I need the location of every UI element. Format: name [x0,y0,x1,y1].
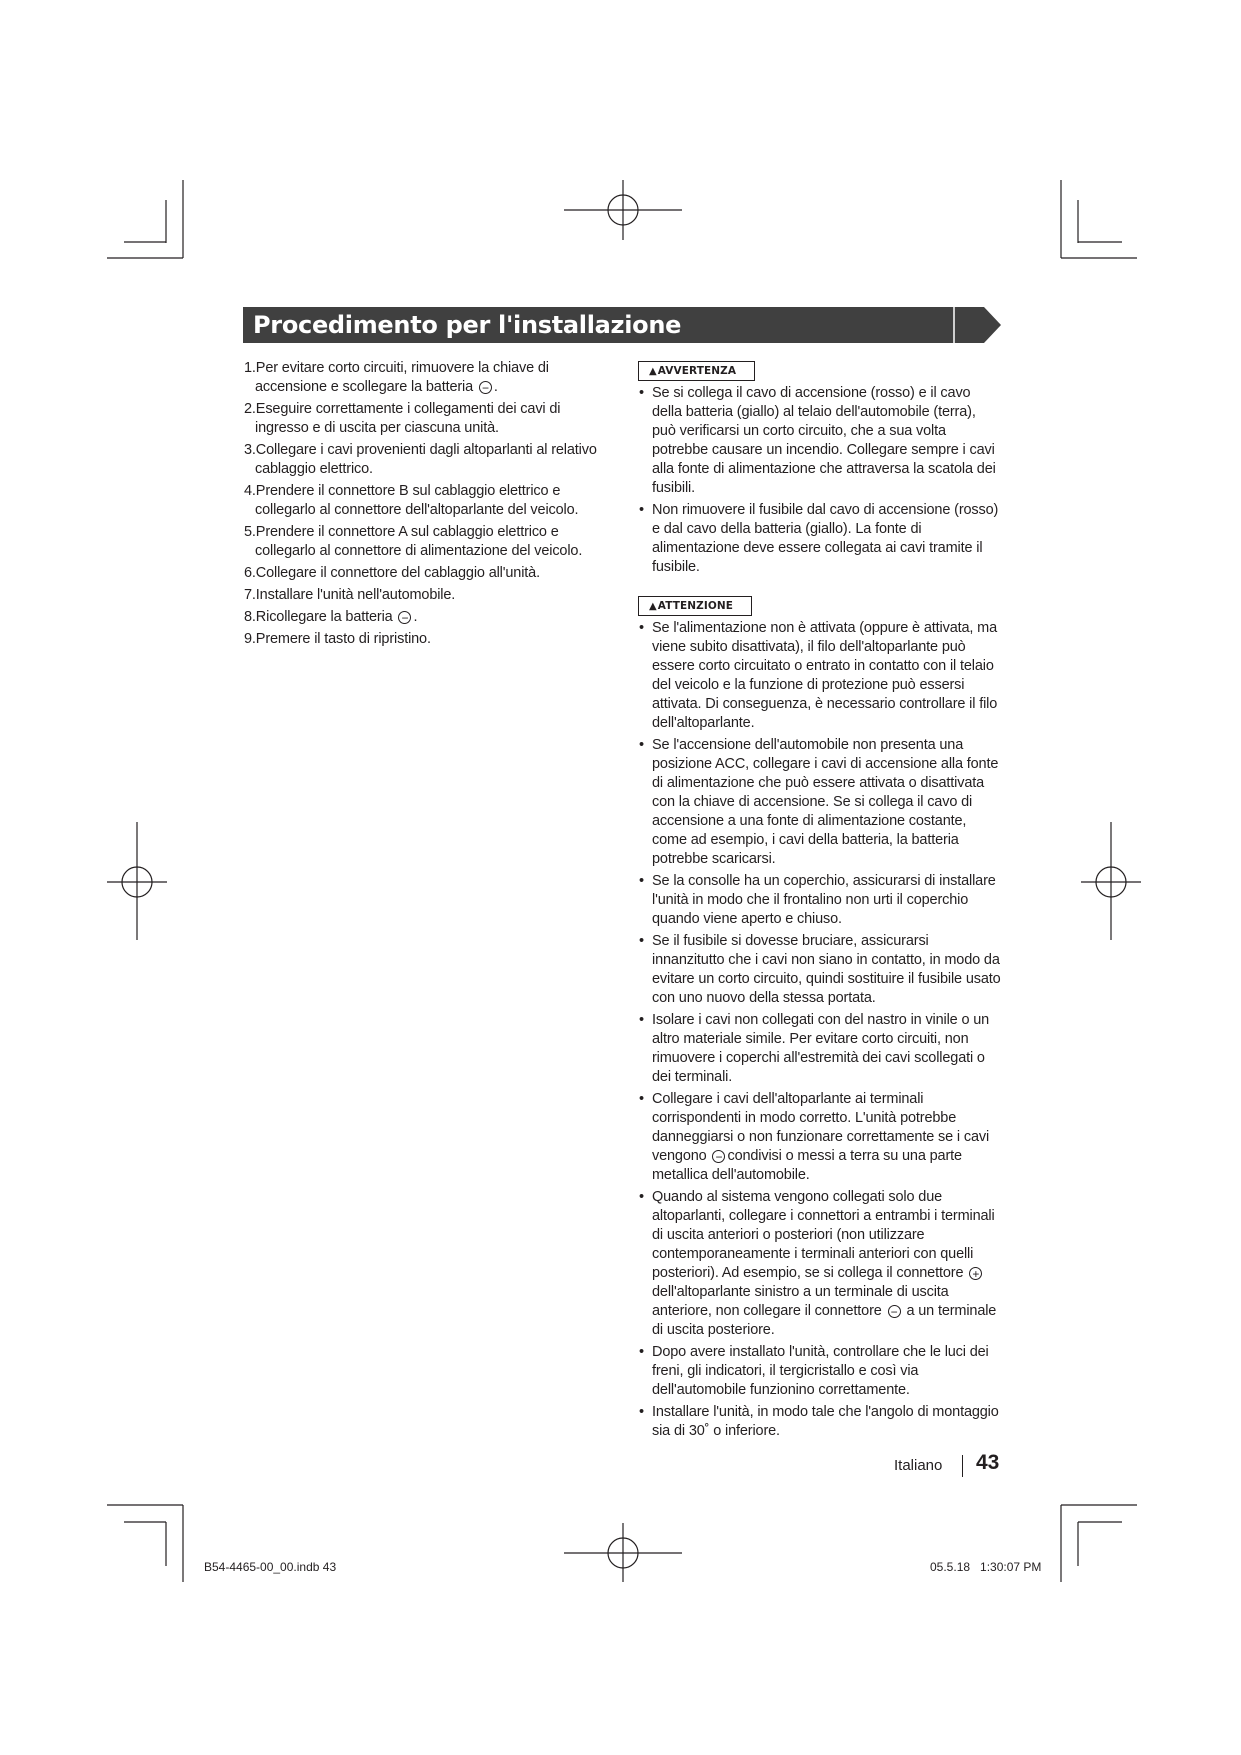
installation-steps-list [244,359,616,649]
caution-label-box [638,596,752,616]
print-slug-filename: B54-4465-00_00.indb 43 [204,1560,337,1574]
section-title-banner [243,307,1001,343]
list-item: 9.Premere il tasto di ripristino. [244,631,431,647]
warning-label: AVVERTENZA [657,365,737,377]
bullet-icon: • [639,1344,644,1360]
list-item: • Se il fusibile si dovesse bruciare, assicurarsi innanzitutto che i cavi non siano in contatto, in modo da evitare un corto circuito, quindi sostituire il fusibile usato con uno nuovo della stessa portata. [639,933,1001,1006]
bullet-icon: • [639,620,644,636]
minus-terminal-icon: − [479,381,492,394]
caution-list [638,619,1003,1441]
minus-terminal-icon: − [398,611,411,624]
page-number: 43 [976,1451,1000,1474]
list-item: • Se l'alimentazione non è attivata (oppure è attivata, ma viene subito disattivata), il filo dell'altoparlante può essere corto circuitato o entrato in contatto con il telaio del veicolo e la funzione di protezione può essersi attivata. Di conseguenza, è necessario controllare il filo dell'altoparlante. [639,620,998,731]
list-item: • Collegare i cavi dell'altoparlante ai terminali corrispondenti in modo corretto. L'unità potrebbe danneggiarsi o non funzionare correttamente se i cavi vengono − condivisi o messi a terra su una parte metallica dell'automobile. [639,1091,990,1183]
list-item: • Se la consolle ha un coperchio, assicurarsi di installare l'unità in modo che il frontalino non urti il coperchio quando viene aperto e chiuso. [639,873,996,927]
page-title: Procedimento per l'installazione [253,311,682,339]
list-item: • Isolare i cavi non collegati con del nastro in vinile o un altro materiale simile. Per evitare corto circuiti, non rimuovere i coperchi all'estremità dei cavi scollegati o dei terminali. [639,1012,990,1085]
notes-column [638,361,1003,1444]
list-item: 8.Ricollegare la batteria − . [244,609,418,625]
installation-steps-column [244,359,616,652]
footer-divider [962,1455,963,1477]
bullet-icon: • [639,1404,644,1420]
minus-terminal-icon: − [712,1150,725,1163]
bullet-icon: • [639,385,644,401]
footer-language: Italiano [894,1457,943,1474]
list-item: 6.Collegare il connettore del cablaggio all'unità. [244,565,540,581]
warning-triangle-icon: ▲ [649,601,657,612]
caution-label: ATTENZIONE [657,600,734,612]
warning-triangle-icon: ▲ [649,366,657,377]
list-item: • Se l'accensione dell'automobile non presenta una posizione ACC, collegare i cavi di accensione alla fonte di alimentazione che può essere attivata o disattivata con la chiave di accensione. Se si collega il cavo di accensione a una fonte di alimentazione costante, come ad esempio, i cavi della batteria, la batteria potrebbe scaricarsi. [639,737,999,867]
bullet-icon: • [639,502,644,518]
bullet-icon: • [639,1189,644,1205]
list-item: • Se si collega il cavo di accensione (rosso) e il cavo della batteria (giallo) al telaio dell'automobile (terra), può verificarsi un corto circuito, che a sua volta potrebbe causare un incendio. Collegare sempre i cavi alla fonte di alimentazione che attraversa la scatola dei fusibili. [639,385,996,496]
list-item: 7.Installare l'unità nell'automobile. [244,587,456,603]
list-item: • Installare l'unità, in modo tale che l'angolo di montaggio sia di 30˚ o inferiore. [639,1404,999,1439]
list-item: 5.Prendere il connettore A sul cablaggio elettrico e collegarlo al connettore di alimentazione del veicolo. [244,524,583,559]
print-slug-timestamp: 05.5.18 1:30:07 PM [930,1560,1042,1574]
bullet-icon: • [639,1091,644,1107]
bullet-icon: • [639,737,644,753]
plus-terminal-icon: + [969,1267,982,1280]
minus-terminal-icon: − [888,1305,901,1318]
warning-list [638,384,1003,577]
bullet-icon: • [639,933,644,949]
bullet-icon: • [639,1012,644,1028]
list-item: 3.Collegare i cavi provenienti dagli altoparlanti al relativo cablaggio elettrico. [244,442,597,477]
list-item: • Dopo avere installato l'unità, controllare che le luci dei freni, gli indicatori, il tergicristallo e così via dell'automobile funzionino correttamente. [639,1344,989,1398]
list-item: • Quando al sistema vengono collegati solo due altoparlanti, collegare i connettori a entrambi i terminali di uscita anteriori o posteriori (non utilizzare contemporaneamente i terminali anteriori con quelli posteriori). Ad esempio, se si collega il connettore + dell'altoparlante sinistro a un terminale di uscita anteriore, non collegare il connettore − a un terminale di uscita posteriore. [639,1189,997,1338]
bullet-icon: • [639,873,644,889]
list-item: 1.Per evitare corto circuiti, rimuovere la chiave di accensione e scollegare la batteria − . [244,360,549,395]
warning-label-box [638,361,755,381]
list-item: • Non rimuovere il fusibile dal cavo di accensione (rosso) e dal cavo della batteria (giallo). La fonte di alimentazione deve essere collegata ai cavi tramite il fusibile. [639,502,999,575]
list-item: 4.Prendere il connettore B sul cablaggio elettrico e collegarlo al connettore dell'altoparlante del veicolo. [244,483,579,518]
list-item: 2.Eseguire correttamente i collegamenti dei cavi di ingresso e di uscita per ciascuna unità. [244,401,561,436]
